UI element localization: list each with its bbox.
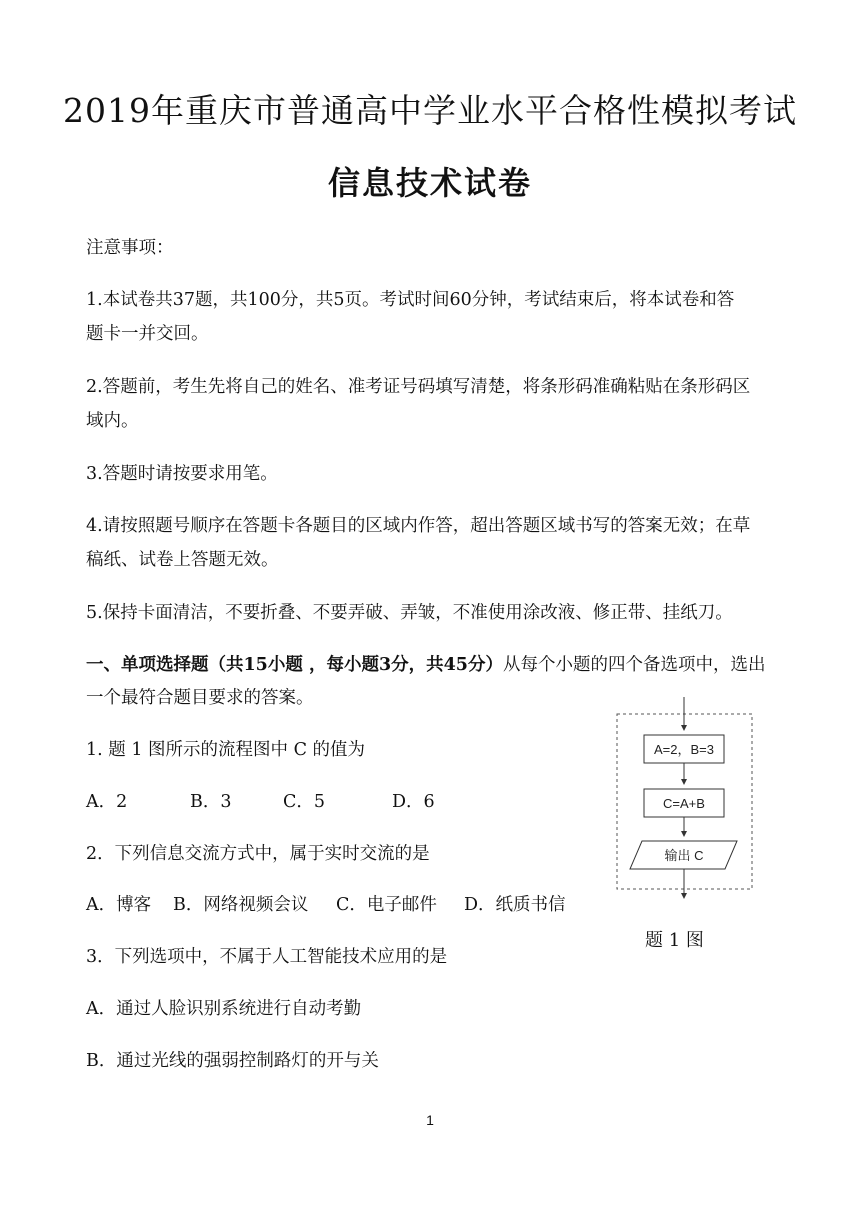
question-3-option-b: B．通过光线的强弱控制路灯的开与关: [86, 1051, 379, 1071]
notice-item-3: 3.答题时请按要求用笔。: [86, 464, 278, 484]
question-1-option-a: A．2: [86, 792, 128, 812]
question-1-stem: 1. 题 1 图所示的流程图中 C 的值为: [86, 740, 366, 760]
flow-output-label: 输出 C: [664, 848, 704, 863]
flowchart-figure: [612, 697, 757, 952]
exam-subtitle: 信息技术试卷: [327, 164, 532, 202]
flow-box-compute-label: C=A+B: [663, 796, 705, 811]
notice-item-1-line-2: 题卡一并交回。: [86, 324, 209, 344]
section-1-heading-rest: 从每个小题的四个备选项中，选出: [502, 655, 766, 675]
question-2-stem: 2．下列信息交流方式中，属于实时交流的是: [86, 844, 430, 864]
notice-heading: 注意事项：: [86, 238, 174, 258]
question-3-option-a: A．通过人脸识别系统进行自动考勤: [86, 999, 362, 1019]
page-number: 1: [426, 1112, 434, 1128]
section-1-heading: [86, 651, 765, 676]
question-1-option-c: C．5: [283, 792, 326, 812]
question-1-option-d: D．6: [392, 792, 435, 812]
notice-item-2-line-2: 域内。: [86, 411, 139, 431]
notice-item-4-line-2: 稿纸、试卷上答题无效。: [86, 550, 279, 570]
section-1-heading-line-2: 一个最符合题目要求的答案。: [86, 688, 314, 708]
notice-item-4-line-1: 4.请按照题号顺序在答题卡各题目的区域内作答，超出答题区域书写的答案无效；在草: [86, 516, 751, 536]
notice-item-5: 5.保持卡面清洁，不要折叠、不要弄破、弄皱，不准使用涂改液、修正带、挂纸刀。: [86, 603, 733, 623]
section-1-heading-bold: 一、单项选择题（共15小题 ，每小题3分，共45分）: [86, 655, 503, 675]
exam-title: 2019年重庆市普通高中学业水平合格性模拟考试: [63, 91, 797, 130]
question-2-option-b: B．网络视频会议: [173, 895, 309, 915]
notice-item-1-line-1: 1.本试卷共37题，共100分，共5页。考试时间60分钟，考试结束后，将本试卷和答: [86, 290, 735, 310]
question-2-option-c: C．电子邮件: [336, 895, 437, 915]
question-3-stem: 3．下列选项中，不属于人工智能技术应用的是: [86, 947, 448, 967]
notice-item-2-line-1: 2.答题前，考生先将自己的姓名、准考证号码填写清楚，将条形码准确粘贴在条形码区: [86, 377, 751, 397]
question-2-option-d: D．纸质书信: [464, 895, 566, 915]
figure-caption: 题 1 图: [645, 930, 704, 951]
flow-box-assign-label: A=2，B=3: [654, 742, 714, 757]
question-2-option-a: A．博客: [86, 895, 152, 915]
question-1-option-b: B．3: [190, 792, 232, 812]
